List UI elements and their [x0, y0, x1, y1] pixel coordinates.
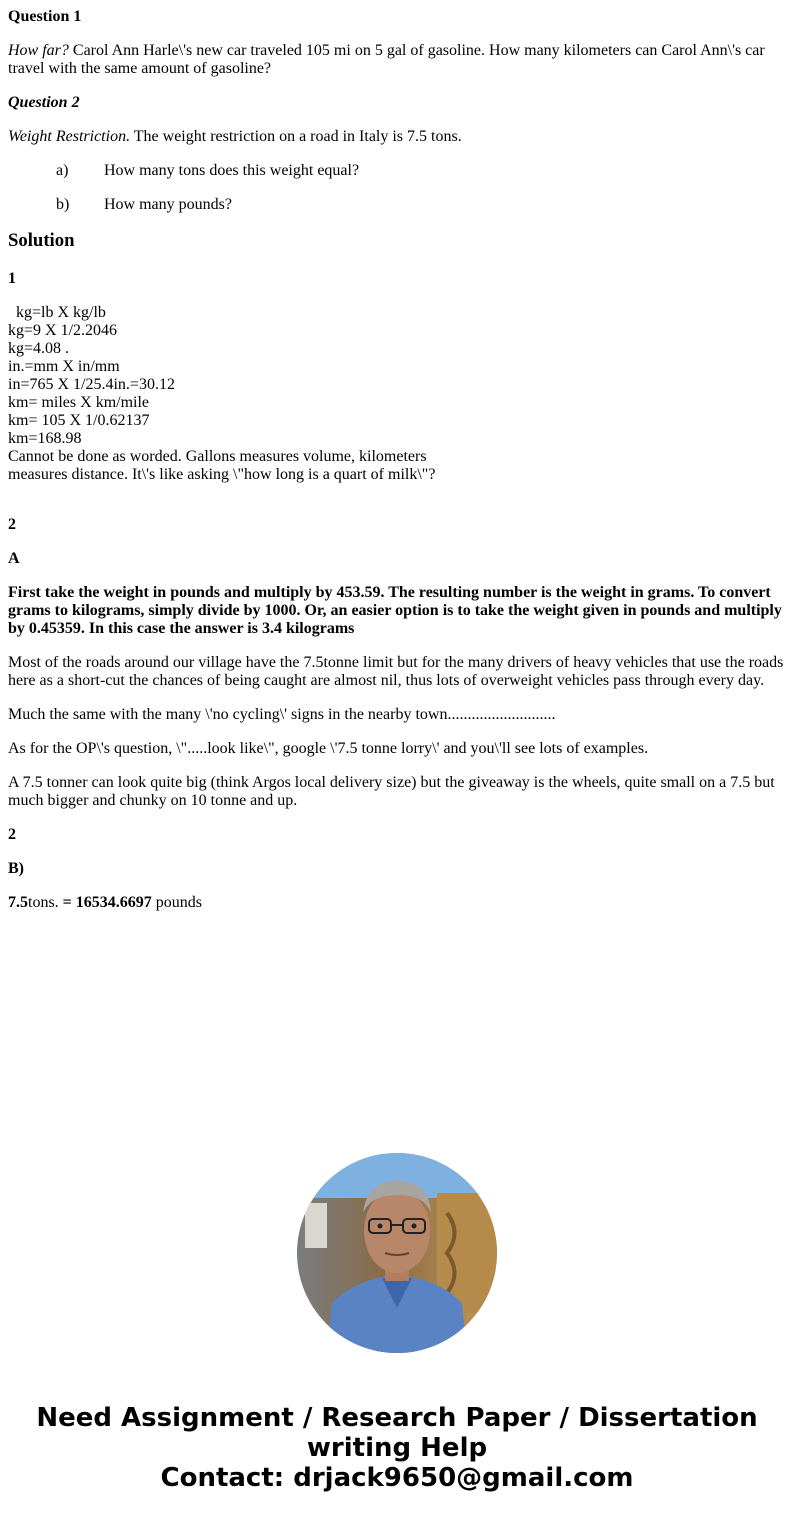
question-2-item-b [56, 196, 786, 214]
solution-2a-paragraph: A 7.5 tonner can look quite big (think Argos local delivery size) but the giveaway is the wheels, quite small on a 7.5 but much bigger and chunky on 10 tonne and up. [8, 774, 775, 809]
item-text: How many pounds? [104, 196, 232, 213]
work-line: kg=4.08 . [8, 340, 70, 357]
work-line: in.=mm X in/mm [8, 358, 120, 375]
promo-footer [0, 1403, 794, 1493]
solution-2a-number: 2 [8, 516, 16, 533]
item-label: a) [56, 162, 69, 179]
question-1-heading: Question 1 [8, 8, 82, 25]
question-2-lead: Weight Restriction. [8, 128, 131, 145]
work-line: km= 105 X 1/0.62137 [8, 412, 150, 429]
answer-value: 7.5 [8, 894, 28, 911]
solution-2b-answer [8, 894, 786, 912]
question-1-body: Carol Ann Harle\'s new car traveled 105 mi on 5 gal of gasoline. How many kilometers can Carol Ann\'s car travel with the same amount of gasoline? [8, 42, 765, 77]
solution-2b-number: 2 [8, 826, 16, 843]
work-line: kg=lb X kg/lb [8, 304, 106, 321]
avatar-portrait-image [297, 1153, 497, 1353]
work-line: measures distance. It\'s like asking \"how long is a quart of milk\"? [8, 466, 436, 483]
author-avatar [297, 1153, 497, 1353]
question-2-heading: Question 2 [8, 94, 80, 111]
footer-line: Need Assignment / Research Paper / Dissertation [36, 1403, 758, 1433]
solution-2a-answer: First take the weight in pounds and multiply by 453.59. The resulting number is the weight in grams. To convert grams to kilograms, simply divide by 1000. Or, an easier option is to take the weight given in pounds and multiply by 0.45359. In this case the answer is 3.4 kilograms [8, 584, 782, 637]
answer-result: = 16534.6697 [58, 894, 152, 911]
answer-unit: pounds [151, 894, 203, 911]
item-text: How many tons does this weight equal? [104, 162, 360, 179]
work-line: in=765 X 1/25.4in.=30.12 [8, 376, 175, 393]
solution-heading: Solution [8, 230, 75, 251]
solution-2b-letter: B) [8, 860, 24, 877]
solution-1-number: 1 [8, 270, 16, 287]
solution-2a-paragraph: Most of the roads around our village have the 7.5tonne limit but for the many drivers of heavy vehicles that use the roads here as a short-cut the chances of being caught are almost nil, thus lots of overweight vehicles pass through every day. [8, 654, 784, 689]
work-line: Cannot be done as worded. Gallons measures volume, kilometers [8, 448, 427, 465]
work-line: km= miles X km/mile [8, 394, 150, 411]
answer-unit: tons. [28, 894, 59, 911]
work-line: kg=9 X 1/2.2046 [8, 322, 118, 339]
solution-2a-paragraph: Much the same with the many \'no cycling\' signs in the nearby town........................... [8, 706, 556, 723]
footer-contact: Contact: drjack9650@gmail.com [160, 1463, 634, 1493]
question-2-body: The weight restriction on a road in Italy is 7.5 tons. [130, 128, 462, 145]
question-2-text [8, 128, 786, 146]
question-1-lead: How far? [8, 42, 69, 59]
solution-2a-paragraph: As for the OP\'s question, \".....look like\", google \'7.5 tonne lorry\' and you\'ll see lots of examples. [8, 740, 649, 757]
footer-line: writing Help [306, 1433, 488, 1463]
item-label: b) [56, 196, 70, 213]
solution-2a-letter: A [8, 550, 20, 567]
question-1-text [8, 42, 786, 78]
work-line: km=168.98 [8, 430, 82, 447]
question-2-item-a [56, 162, 786, 180]
